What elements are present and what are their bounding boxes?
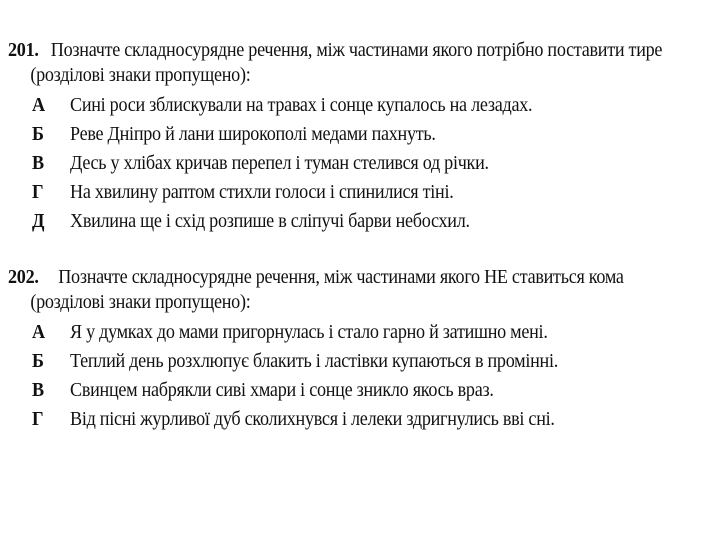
question-stem: [8, 265, 659, 290]
option-letter: А: [32, 95, 46, 116]
question-number: 202.: [8, 267, 39, 288]
answer-option-v: [8, 378, 708, 407]
answer-option-b: [8, 349, 708, 378]
option-text: Сині роси зблискували на травах і сонце купалось на лезадах.: [70, 95, 533, 116]
option-letter: Д: [32, 211, 45, 232]
question-202: [8, 265, 708, 436]
option-text: На хвилину раптом стихли голоси і спинилися тіні.: [70, 182, 454, 203]
option-letter: А: [32, 322, 46, 343]
option-text: Від пісні журливої дуб сколихнувся і лелеки здригнулись вві сні.: [70, 409, 555, 430]
option-text: Десь у хлібах кричав перепел і туман стелився од річки.: [70, 153, 489, 174]
question-text-continued: (розділові знаки пропущено):: [30, 292, 251, 313]
option-letter: Г: [32, 409, 44, 430]
question-text: Позначте складносурядне речення, між частинами якого потрібно поставити тире: [50, 40, 663, 61]
option-letter: Б: [32, 351, 45, 372]
option-letter: В: [32, 380, 45, 401]
option-text: Реве Дніпро й лани широкополі медами пахнуть.: [70, 124, 436, 145]
answer-option-a: [8, 320, 708, 349]
option-letter: В: [32, 153, 45, 174]
option-text: Я у думках до мами пригорнулась і стало гарно й затишно мені.: [70, 322, 548, 343]
question-201: [8, 38, 708, 238]
answer-option-h: [8, 407, 708, 436]
answer-options: [8, 320, 708, 436]
option-letter: Г: [32, 182, 44, 203]
option-text: Хвилина ще і схід розпише в сліпучі барви небосхил.: [70, 211, 470, 232]
answer-option-d: [8, 209, 708, 238]
question-text-continued: (розділові знаки пропущено):: [30, 65, 251, 86]
answer-option-b: [8, 122, 708, 151]
answer-option-a: [8, 93, 708, 122]
question-number: 201.: [8, 40, 39, 61]
answer-option-h: [8, 180, 708, 209]
answer-option-v: [8, 151, 708, 180]
answer-options: [8, 93, 708, 238]
option-text: Теплий день розхлюпує блакить і ластівки купаються в промінні.: [70, 351, 558, 372]
question-stem: [8, 38, 663, 63]
option-text: Свинцем набрякли сиві хмари і сонце зникло якось враз.: [70, 380, 494, 401]
question-text: Позначте складносурядне речення, між частинами якого НЕ ставиться кома: [58, 267, 624, 288]
option-letter: Б: [32, 124, 45, 145]
